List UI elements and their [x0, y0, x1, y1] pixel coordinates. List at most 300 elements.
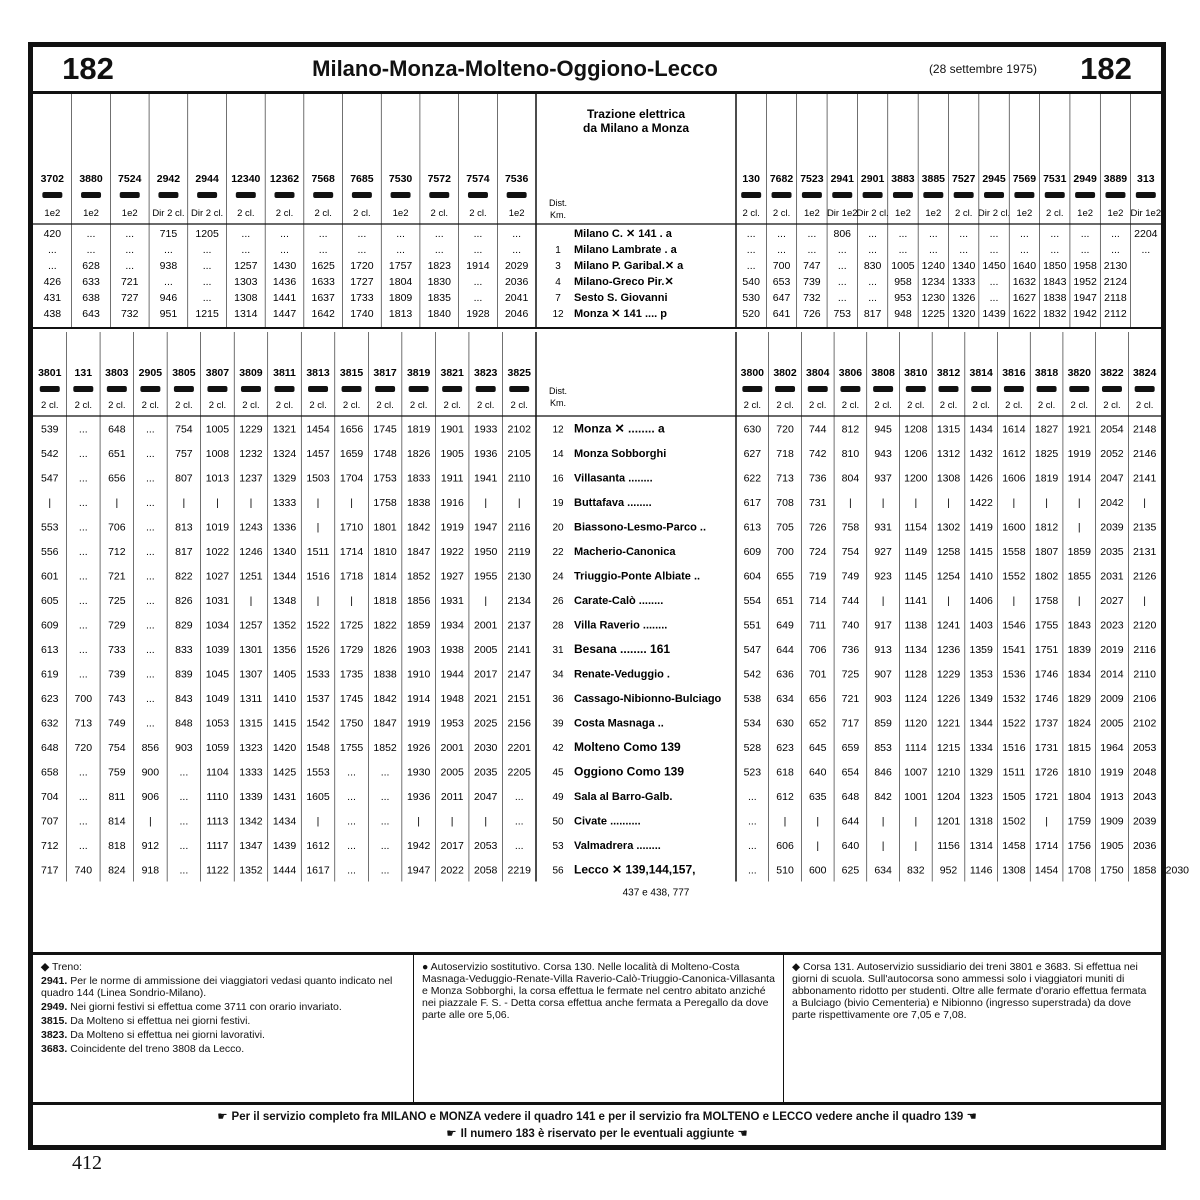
- time-cell: 1856: [406, 595, 431, 607]
- station-km: 16: [552, 473, 564, 485]
- time-cell: 640: [841, 840, 860, 852]
- time-cell: 1419: [969, 521, 993, 534]
- time-cell: 1134: [904, 644, 928, 656]
- coach-icon: [275, 192, 295, 198]
- time-cell: |: [947, 595, 950, 607]
- time-cell: 1720: [350, 260, 374, 272]
- time-cell: 609: [41, 619, 59, 632]
- time-cell: 1633: [311, 276, 335, 288]
- time-cell: 1558: [1002, 546, 1026, 558]
- time-cell: ...: [747, 864, 757, 877]
- train-note-number: 2949.: [41, 1001, 71, 1013]
- station-name: Monza Sobborghi: [574, 448, 667, 460]
- time-cell: 1013: [205, 472, 230, 485]
- time-cell: 1903: [406, 644, 431, 656]
- time-cell: 554: [743, 595, 762, 607]
- time-cell: 1964: [1100, 742, 1124, 754]
- time-cell: 1718: [339, 570, 364, 583]
- time-cell: 1947: [474, 521, 498, 534]
- time-cell: ...: [202, 244, 212, 256]
- time-cell: 534: [743, 717, 762, 730]
- time-cell: 1714: [1034, 840, 1059, 852]
- time-cell: ...: [145, 472, 155, 485]
- time-cell: 1801: [373, 521, 397, 534]
- time-cell: |: [517, 497, 521, 509]
- coach-icon: [468, 192, 488, 198]
- train-number: 3805: [172, 367, 196, 379]
- coach-icon: [174, 386, 194, 392]
- time-cell: 1215: [936, 742, 961, 754]
- train-number: 12362: [269, 173, 300, 185]
- time-cell: 2001: [440, 742, 464, 754]
- page-header: [33, 47, 1161, 94]
- train-class: 1e2: [83, 208, 99, 219]
- time-cell: 1124: [904, 693, 928, 705]
- train-class: 2 cl.: [353, 208, 371, 219]
- time-cell: 1909: [1100, 815, 1124, 828]
- time-cell: 1942: [1073, 308, 1097, 320]
- time-cell: 2141: [507, 644, 531, 656]
- time-cell: 431: [43, 292, 62, 304]
- time-cell: 814: [108, 815, 126, 828]
- time-cell: ...: [86, 244, 96, 256]
- time-cell: 617: [743, 497, 762, 509]
- pointing-hand-icon: ☚: [966, 1109, 977, 1123]
- time-cell: 547: [41, 472, 59, 485]
- time-cell: 705: [776, 521, 794, 534]
- time-cell: 633: [82, 276, 100, 288]
- station-name: Costa Masnaga ..: [574, 717, 664, 730]
- time-cell: |: [881, 815, 885, 828]
- train-class: 1e2: [895, 208, 911, 219]
- time-cell: 1758: [373, 497, 397, 509]
- time-cell: 1454: [1034, 864, 1059, 877]
- time-cell: |: [1012, 595, 1016, 607]
- time-cell: 2009: [1100, 693, 1124, 705]
- time-cell: 1612: [1002, 448, 1026, 460]
- time-cell: 2029: [504, 260, 529, 272]
- time-cell: 1809: [388, 292, 413, 304]
- time-cell: 2135: [1132, 521, 1157, 534]
- time-cell: |: [115, 497, 119, 509]
- train-class: 1e2: [1107, 208, 1124, 219]
- time-cell: 623: [41, 693, 59, 705]
- time-cell: 1439: [272, 840, 297, 852]
- time-cell: 1750: [1100, 864, 1124, 877]
- time-cell: 720: [74, 742, 93, 754]
- time-cell: 1347: [239, 840, 263, 852]
- time-cell: 601: [41, 570, 59, 583]
- train-number: 2944: [195, 173, 219, 185]
- time-cell: 1210: [936, 766, 961, 779]
- time-cell: 1952: [1073, 276, 1097, 288]
- time-cell: 906: [141, 791, 160, 803]
- time-cell: 651: [776, 595, 794, 607]
- time-cell: 1819: [406, 423, 431, 436]
- time-cell: 540: [742, 276, 760, 288]
- time-cell: 2105: [507, 448, 531, 460]
- train-class: 2 cl.: [409, 400, 428, 411]
- time-cell: 721: [841, 693, 860, 705]
- time-cell: 1827: [1034, 423, 1059, 436]
- time-cell: ...: [747, 815, 757, 828]
- station-name: Biassono-Lesmo-Parco ..: [574, 521, 707, 534]
- time-cell: 1458: [1002, 840, 1026, 852]
- time-cell: 628: [82, 260, 100, 272]
- time-cell: 1614: [1002, 423, 1026, 436]
- time-cell: ...: [434, 228, 444, 240]
- time-cell: 1758: [1034, 595, 1059, 607]
- coach-icon: [42, 192, 62, 198]
- time-cell: 2201: [507, 742, 531, 754]
- time-cell: 2119: [507, 546, 531, 558]
- time-cell: ...: [898, 228, 908, 240]
- time-cell: 829: [175, 619, 193, 632]
- time-cell: 1750: [339, 717, 364, 730]
- time-cell: 1910: [406, 668, 431, 681]
- reference-text-2: Il numero 183 è riservato per le eventuali aggiunte: [460, 1128, 735, 1140]
- time-cell: 2039: [1100, 521, 1124, 534]
- time-cell: 1432: [969, 448, 993, 460]
- time-cell: 2116: [507, 521, 531, 534]
- time-cell: 2023: [1100, 619, 1124, 632]
- time-cell: ...: [47, 244, 57, 256]
- time-cell: 2017: [440, 840, 464, 852]
- reference-text-1: Per il servizio completo fra MILANO e MONZA vedere il quadro 141 e per il servizio fra MOLTENO e LECCO vedere anche il quadro 139: [231, 1111, 964, 1123]
- station-km: 26: [552, 596, 564, 607]
- station-km: 31: [552, 645, 564, 656]
- time-cell: 606: [776, 840, 794, 852]
- time-cell: |: [849, 497, 852, 509]
- time-cell: 651: [108, 448, 126, 460]
- time-cell: 1552: [1002, 570, 1026, 583]
- time-cell: 1353: [969, 668, 993, 681]
- time-cell: 2025: [474, 717, 498, 730]
- time-cell: 1254: [936, 570, 961, 583]
- footnote-bus-131: ◆ Corsa 131. Autoservizio sussidiario dei treni 3801 e 3683. Si effettua nei giorni di scuola. Sull'autocorsa sono ammessi solo i viaggiatori muniti di abbonamento ridotto per studenti. Oltre alle fermate d'orario effettua fermata a Bulciago (bivio Cementeria) e Nibionno (ingresso superstrada) da dove parte rispettivamente ore 7,05 e 7,08.: [783, 955, 1161, 1105]
- time-cell: 2118: [1104, 292, 1127, 304]
- time-cell: 648: [41, 742, 59, 754]
- time-cell: ...: [512, 244, 522, 256]
- station-km: 34: [552, 669, 564, 681]
- time-cell: 1914: [1067, 472, 1091, 485]
- time-cell: |: [914, 497, 918, 509]
- time-cell: ...: [807, 244, 817, 256]
- time-cell: 1230: [921, 292, 946, 304]
- time-cell: ...: [179, 840, 189, 852]
- time-cell: 1804: [1067, 791, 1091, 803]
- time-cell: |: [316, 815, 320, 828]
- time-cell: 1234: [921, 276, 946, 288]
- time-cell: 1930: [406, 766, 431, 779]
- time-cell: |: [484, 497, 488, 509]
- time-cell: 1201: [936, 815, 961, 828]
- train-class: 2 cl.: [510, 400, 528, 411]
- train-class: 2 cl.: [141, 400, 160, 411]
- time-cell: ...: [1080, 244, 1090, 256]
- time-cell: 647: [772, 292, 791, 304]
- train-class: 2 cl.: [809, 400, 827, 411]
- train-number: 3808: [871, 367, 895, 379]
- time-cell: 1511: [1002, 766, 1026, 779]
- train-number: 3815: [339, 367, 364, 379]
- station-km: 14: [552, 449, 564, 460]
- time-cell: 1627: [1012, 292, 1037, 304]
- time-cell: 1441: [272, 292, 297, 304]
- time-cell: 754: [841, 546, 860, 558]
- coach-icon: [863, 192, 883, 198]
- coach-icon: [391, 192, 411, 198]
- train-number: 3822: [1100, 367, 1124, 379]
- time-cell: ...: [145, 693, 155, 705]
- train-class: 2 cl.: [841, 400, 860, 411]
- time-cell: 1756: [1067, 840, 1091, 852]
- time-cell: 937: [874, 472, 892, 485]
- time-cell: ...: [179, 791, 189, 803]
- time-cell: 2030: [474, 742, 498, 754]
- time-cell: 1204: [936, 791, 961, 803]
- train-number: 7530: [388, 173, 413, 185]
- time-cell: 1757: [388, 260, 413, 272]
- time-cell: 842: [874, 791, 892, 803]
- time-cell: 754: [175, 423, 193, 436]
- time-cell: 1842: [406, 521, 431, 534]
- time-cell: 605: [41, 595, 59, 607]
- time-cell: 715: [159, 228, 178, 240]
- train-class: 2 cl.: [443, 400, 461, 411]
- time-cell: |: [1045, 815, 1048, 828]
- time-cell: ...: [202, 292, 212, 304]
- time-cell: 839: [175, 668, 193, 681]
- time-cell: 1232: [239, 448, 263, 460]
- time-cell: 1947: [1073, 292, 1097, 304]
- time-cell: 1934: [440, 619, 464, 632]
- time-cell: 619: [41, 668, 59, 681]
- time-cell: 1642: [311, 308, 335, 320]
- time-cell: ...: [837, 244, 847, 256]
- time-cell: 707: [41, 815, 59, 828]
- time-cell: 1708: [1067, 864, 1091, 877]
- time-cell: 2048: [1132, 766, 1157, 779]
- time-cell: 630: [776, 717, 794, 730]
- time-cell: 1807: [1034, 546, 1059, 558]
- reference-line-2: [33, 1125, 1161, 1142]
- time-cell: 832: [907, 864, 925, 877]
- time-cell: ...: [47, 260, 57, 272]
- time-cell: 918: [141, 864, 160, 877]
- time-cell: 1450: [982, 260, 1006, 272]
- train-note: [41, 975, 405, 999]
- dist-header: Km.: [549, 398, 567, 408]
- time-cell: 643: [82, 308, 100, 320]
- train-note-number: 2941.: [41, 975, 71, 987]
- time-cell: 1928: [466, 308, 490, 320]
- time-cell: 2053: [1132, 742, 1157, 754]
- time-cell: |: [249, 497, 253, 509]
- time-cell: 1919: [1067, 448, 1091, 460]
- train-class: 1e2: [392, 208, 409, 219]
- time-cell: 426: [43, 276, 62, 288]
- train-class: 2 cl.: [469, 208, 487, 219]
- time-cell: ...: [347, 815, 356, 828]
- station-name: Renate-Veduggio .: [574, 668, 670, 681]
- time-cell: 1916: [440, 497, 464, 509]
- time-cell: 1926: [406, 742, 431, 754]
- train-number: 3804: [806, 367, 830, 379]
- time-cell: 806: [833, 228, 852, 240]
- time-cell: 913: [874, 644, 892, 656]
- time-cell: 1834: [1067, 668, 1091, 681]
- time-cell: 655: [776, 570, 794, 583]
- time-cell: 556: [41, 546, 59, 558]
- time-cell: 1311: [239, 693, 263, 705]
- time-cell: 1333: [239, 766, 263, 779]
- time-cell: 2014: [1100, 668, 1124, 681]
- time-cell: 1745: [339, 693, 364, 705]
- time-cell: 1503: [306, 472, 330, 485]
- time-cell: 1324: [272, 448, 297, 460]
- train-number: 2901: [860, 173, 885, 185]
- time-cell: 1436: [272, 276, 297, 288]
- time-cell: |: [816, 815, 820, 828]
- time-cell: 1258: [936, 546, 961, 558]
- pointing-hand-icon: ☚: [737, 1126, 748, 1140]
- time-cell: 2039: [1132, 815, 1157, 828]
- station-km: 1: [555, 245, 561, 256]
- time-cell: 2137: [507, 619, 531, 632]
- time-cell: 600: [808, 864, 827, 877]
- station-km: 28: [552, 620, 564, 632]
- time-cell: 1240: [921, 260, 946, 272]
- train-class: 2 cl.: [776, 400, 794, 411]
- time-cell: 2120: [1132, 619, 1157, 632]
- coach-icon: [375, 386, 395, 392]
- time-cell: |: [783, 815, 787, 828]
- time-cell: 623: [776, 742, 794, 754]
- train-class: 2 cl.: [175, 400, 193, 411]
- time-cell: 1128: [904, 668, 928, 681]
- time-cell: 1340: [951, 260, 976, 272]
- time-cell: 1359: [969, 644, 993, 656]
- time-cell: 807: [175, 472, 193, 485]
- time-cell: 1835: [427, 292, 451, 304]
- time-cell: 1600: [1002, 521, 1026, 534]
- train-number: 3800: [740, 367, 765, 379]
- time-cell: |: [182, 497, 186, 509]
- time-cell: 1958: [1073, 260, 1097, 272]
- time-cell: ...: [78, 570, 88, 583]
- time-cell: 711: [809, 619, 827, 632]
- station-name: Triuggio-Ponte Albiate ..: [574, 570, 701, 583]
- time-cell: 1847: [406, 546, 431, 558]
- time-cell: 1914: [466, 260, 490, 272]
- time-cell: 708: [776, 497, 794, 509]
- time-cell: 530: [742, 292, 760, 304]
- time-cell: 1936: [406, 791, 431, 803]
- time-cell: ...: [145, 546, 155, 558]
- time-cell: ...: [78, 595, 88, 607]
- coach-icon: [893, 192, 913, 198]
- time-cell: 938: [159, 260, 178, 272]
- time-cell: 634: [776, 693, 794, 705]
- time-cell: 420: [43, 228, 62, 240]
- time-cell: 1205: [195, 228, 219, 240]
- time-cell: ...: [514, 815, 524, 828]
- time-cell: 943: [874, 448, 892, 460]
- time-cell: 713: [776, 472, 794, 485]
- coach-icon: [1014, 192, 1034, 198]
- time-cell: 648: [841, 791, 860, 803]
- time-cell: 1344: [969, 717, 993, 730]
- time-cell: 700: [772, 260, 791, 272]
- time-cell: 1318: [969, 815, 993, 828]
- station-km: 36: [552, 694, 564, 705]
- time-cell: 1542: [306, 717, 330, 730]
- time-cell: 1022: [205, 546, 230, 558]
- time-cell: 2031: [1100, 570, 1124, 583]
- time-cell: 1740: [350, 308, 374, 320]
- time-cell: 1229: [936, 668, 961, 681]
- train-note-number: 3823.: [41, 1029, 71, 1041]
- time-cell: 1454: [306, 423, 330, 436]
- coach-icon: [984, 192, 1004, 198]
- time-cell: 729: [108, 619, 126, 632]
- station-name: Carate-Calò ........: [574, 595, 664, 607]
- time-cell: 1410: [272, 693, 297, 705]
- time-cell: 812: [841, 423, 860, 436]
- time-cell: 2130: [507, 570, 531, 583]
- train-class: 2 cl.: [376, 400, 394, 411]
- time-cell: 1333: [951, 276, 976, 288]
- time-cell: 754: [108, 742, 126, 754]
- time-cell: 1927: [440, 570, 464, 583]
- station-name: Valmadrera ........: [574, 840, 661, 852]
- time-cell: 1852: [406, 570, 431, 583]
- train-note-number: 3815.: [41, 1015, 71, 1027]
- time-cell: 706: [808, 644, 827, 656]
- time-cell: ...: [473, 244, 483, 256]
- time-cell: 1733: [350, 292, 374, 304]
- time-cell: ...: [837, 260, 847, 272]
- station-name: Monza ✕ ........ a: [574, 421, 665, 436]
- coach-icon: [197, 192, 217, 198]
- time-cell: 1039: [205, 644, 230, 656]
- time-cell: ...: [86, 228, 96, 240]
- time-cell: ...: [241, 244, 251, 256]
- coach-icon: [775, 386, 795, 392]
- time-cell: 704: [41, 791, 59, 803]
- pointing-hand-icon: ☛: [446, 1126, 461, 1140]
- time-cell: 759: [108, 766, 126, 779]
- time-cell: ...: [145, 644, 155, 656]
- time-cell: 1208: [904, 423, 928, 436]
- time-cell: 1921: [1067, 423, 1091, 436]
- time-cell: 1745: [373, 423, 397, 436]
- time-cell: 743: [108, 693, 126, 705]
- time-cell: 1511: [306, 546, 330, 558]
- train-class: 2 cl.: [954, 208, 973, 219]
- station-km: 12: [552, 424, 564, 436]
- time-cell: ...: [807, 228, 817, 240]
- coach-icon: [40, 386, 60, 392]
- time-cell: 1829: [1067, 693, 1091, 705]
- time-cell: 1302: [936, 521, 961, 534]
- time-cell: 1833: [406, 472, 431, 485]
- train-number: 3802: [773, 367, 797, 379]
- coach-icon: [742, 386, 762, 392]
- time-cell: 1748: [373, 448, 397, 460]
- time-cell: 636: [776, 668, 794, 681]
